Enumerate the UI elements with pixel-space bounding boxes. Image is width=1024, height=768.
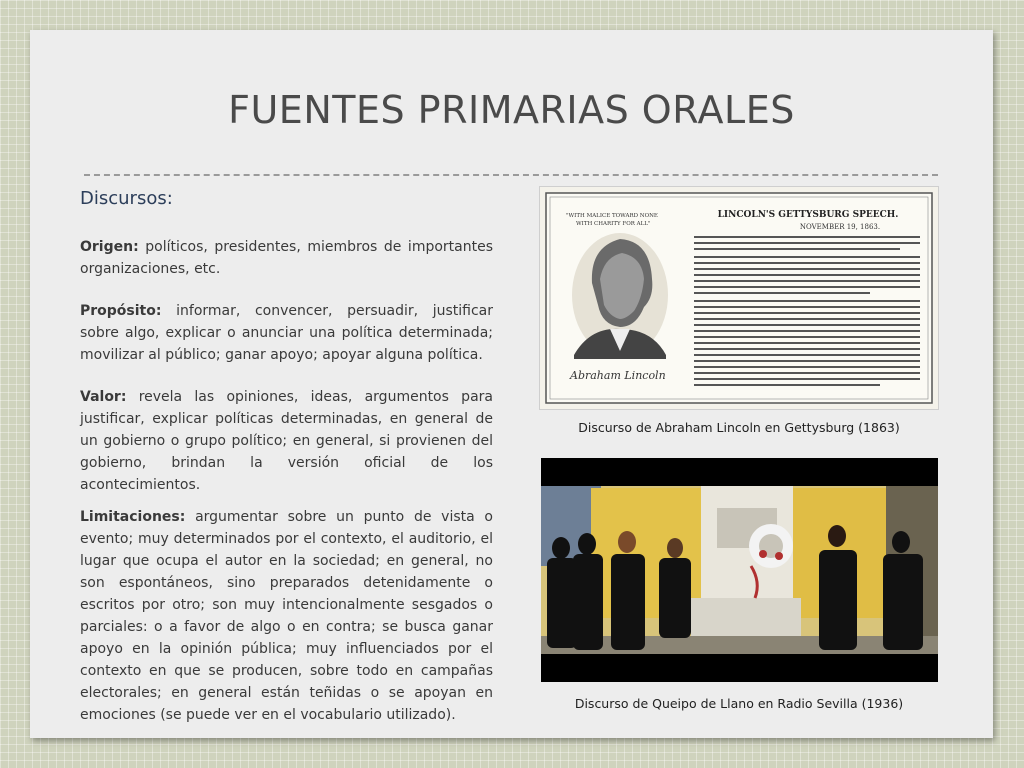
paragraph-text: informar, convencer, persuadir, justificar sobre algo, explicar o anunciar una política determinada; movilizar al público; ganar apoyo; apoyar alguna política.	[80, 303, 493, 363]
paragraph-proposito	[80, 300, 493, 366]
paragraph-valor	[80, 386, 493, 496]
memorial-ceremony-photo	[541, 458, 938, 682]
slide	[30, 30, 993, 738]
slide-title: FUENTES PRIMARIAS ORALES	[228, 88, 795, 132]
paragraph-label: Propósito:	[80, 303, 162, 319]
paragraph-text: revela las opiniones, ideas, argumentos para justificar, explicar políticas determinadas, en general de un gobierno o grupo político; en general, si provienen del gobierno, brindan la versión oficial de los acontecimientos.	[80, 389, 493, 493]
signature: Abraham Lincoln	[570, 369, 666, 382]
paragraph-text: políticos, presidentes, miembros de importantes organizaciones, etc.	[80, 239, 493, 277]
paragraph-label: Limitaciones:	[80, 509, 186, 525]
paragraph-origen	[80, 236, 493, 280]
title-divider	[84, 174, 938, 176]
caption-lincoln: Discurso de Abraham Lincoln en Gettysburg (1863)	[578, 420, 900, 435]
section-heading: Discursos:	[80, 188, 173, 209]
caption-queipo: Discurso de Queipo de Llano en Radio Sevilla (1936)	[574, 696, 904, 711]
paragraph-label: Valor:	[80, 389, 127, 405]
document-title: LINCOLN'S GETTYSBURG SPEECH.	[717, 210, 899, 220]
paragraph-label: Origen:	[80, 239, 139, 255]
quote-line-1: "WITH MALICE TOWARD NONE	[566, 213, 658, 219]
document-date: NOVEMBER 19, 1863.	[799, 223, 881, 231]
quote-line-2: WITH CHARITY FOR ALL"	[576, 221, 651, 227]
paragraph-limitaciones	[80, 506, 493, 726]
paragraph-text: argumentar sobre un punto de vista o evento; muy determinados por el contexto, el auditorio, el lugar que ocupa el autor en la sociedad; en general, no son espontáneos, sino preparados detenidamente o escritos por otro; son muy intencionalmente sesgados o parciales: o a favor de algo o en contra; se busca ganar apoyo en la opinión pública; muy influenciados por el contexto en que se producen, sobre todo en campañas electorales; en general están teñidas o se apoyan en emociones (se puede ver en el vocabulario utilizado).	[80, 509, 493, 723]
lincoln-speech-document-image	[539, 186, 939, 410]
